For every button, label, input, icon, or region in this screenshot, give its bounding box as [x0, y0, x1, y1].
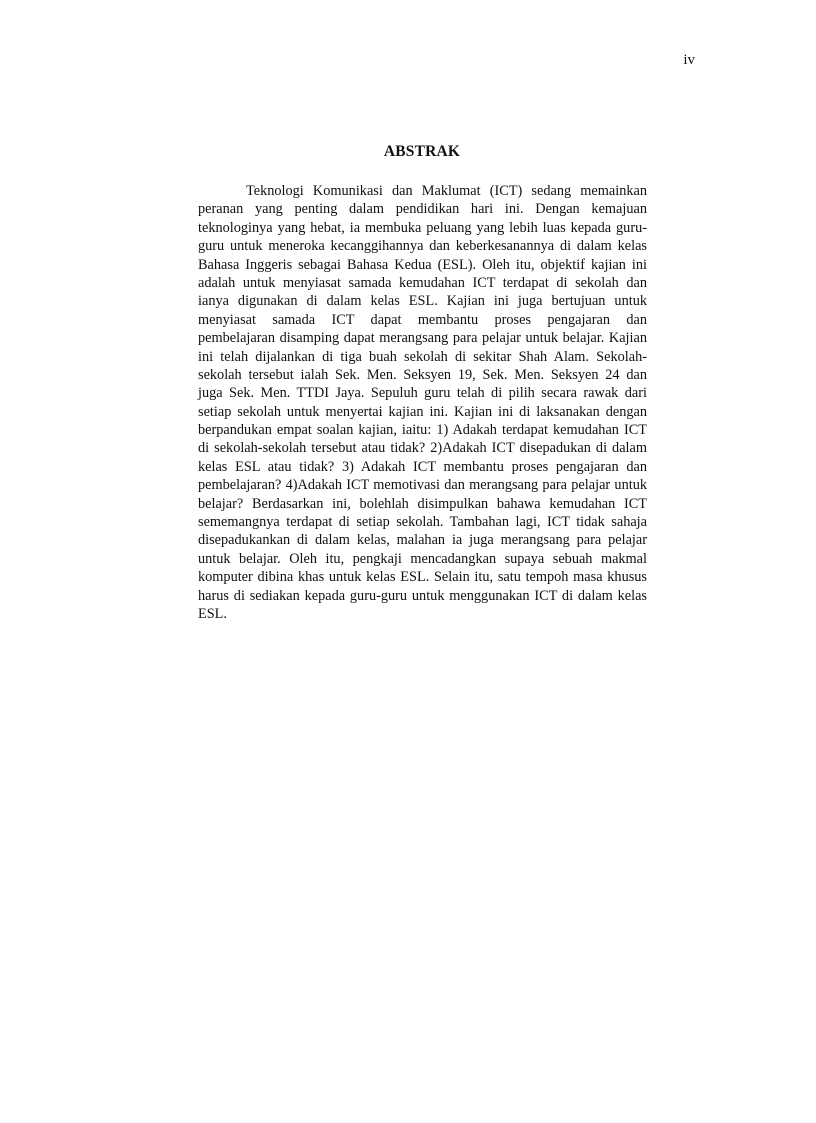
abstract-line: komputer dibina khas untuk kelas ESL. Selain itu, satu tempoh masa khusus — [198, 569, 647, 586]
page-number: iv — [683, 52, 695, 68]
abstract-line: pembelajaran disamping dapat merangsang para pelajar untuk belajar. Kajian — [198, 330, 647, 347]
abstract-line: menyiasat samada ICT dapat membantu proses pengajaran dan — [198, 311, 647, 328]
abstract-line: di sekolah-sekolah tersebut atau tidak? 2)Adakah ICT disepadukan di dalam — [198, 440, 647, 457]
abstract-line: sememangnya terdapat di setiap sekolah. Tambahan lagi, ICT tidak sahaja — [198, 514, 647, 531]
abstract-line: belajar? Berdasarkan ini, bolehlah disimpulkan bahawa kemudahan ICT — [198, 495, 647, 512]
abstract-line: kelas ESL atau tidak? 3) Adakah ICT membantu proses pengajaran dan — [198, 458, 647, 475]
abstract-line: juga Sek. Men. TTDI Jaya. Sepuluh guru telah di pilih secara rawak dari — [198, 385, 647, 402]
abstract-line: harus di sediakan kepada guru-guru untuk menggunakan ICT di dalam kelas — [198, 587, 647, 604]
abstract-line: pembelajaran? 4)Adakah ICT memotivasi dan merangsang para pelajar untuk — [198, 477, 647, 494]
abstract-line: teknologinya yang hebat, ia membuka peluang yang lebih luas kepada guru- — [198, 219, 647, 236]
abstract-line: berpandukan empat soalan kajian, iaitu: 1) Adakah terdapat kemudahan ICT — [198, 422, 647, 439]
abstract-line: disepadukankan di dalam kelas, malahan ia juga merangsang para pelajar — [198, 532, 647, 549]
abstract-line: Bahasa Inggeris sebagai Bahasa Kedua (ESL). Oleh itu, objektif kajian ini — [198, 256, 647, 273]
abstract-line: ESL. — [198, 605, 227, 622]
abstract-line: ini telah dijalankan di tiga buah sekolah di sekitar Shah Alam. Sekolah- — [198, 348, 647, 365]
abstract-line: sekolah tersebut ialah Sek. Men. Seksyen 19, Sek. Men. Seksyen 24 dan — [198, 366, 647, 383]
abstract-line: untuk belajar. Oleh itu, pengkaji mencadangkan supaya sebuah makmal — [198, 550, 647, 567]
abstract-line: Teknologi Komunikasi dan Maklumat (ICT) sedang memainkan — [246, 183, 647, 199]
abstract-line: ianya digunakan di dalam kelas ESL. Kajian ini juga bertujuan untuk — [198, 293, 647, 310]
page-title: ABSTRAK — [383, 143, 461, 160]
abstract-line: adalah untuk menyiasat samada kemudahan ICT terdapat di sekolah dan — [198, 274, 647, 291]
abstract-line: peranan yang penting dalam pendidikan hari ini. Dengan kemajuan — [198, 201, 647, 218]
abstract-line: setiap sekolah untuk menyertai kajian ini. Kajian ini di laksanakan dengan — [198, 403, 647, 420]
abstract-body — [198, 182, 647, 623]
abstract-line: guru untuk meneroka kecanggihannya dan keberkesanannya di dalam kelas — [198, 238, 647, 255]
